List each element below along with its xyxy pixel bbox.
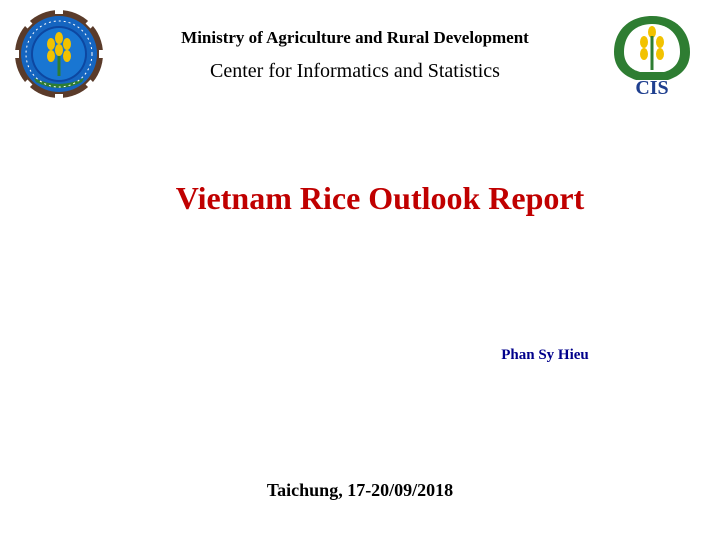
report-title: Vietnam Rice Outlook Report [175, 180, 585, 216]
cis-logo-text: CIS [635, 77, 669, 98]
place-date: Taichung, 17-20/09/2018 [266, 480, 454, 500]
center-name: Center for Informatics and Statistics [210, 60, 500, 82]
ministry-emblem-icon [4, 8, 114, 100]
ministry-name: Ministry of Agriculture and Rural Development [181, 28, 529, 47]
cis-logo-icon [606, 10, 698, 98]
author-name: Phan Sy Hieu [501, 347, 589, 363]
